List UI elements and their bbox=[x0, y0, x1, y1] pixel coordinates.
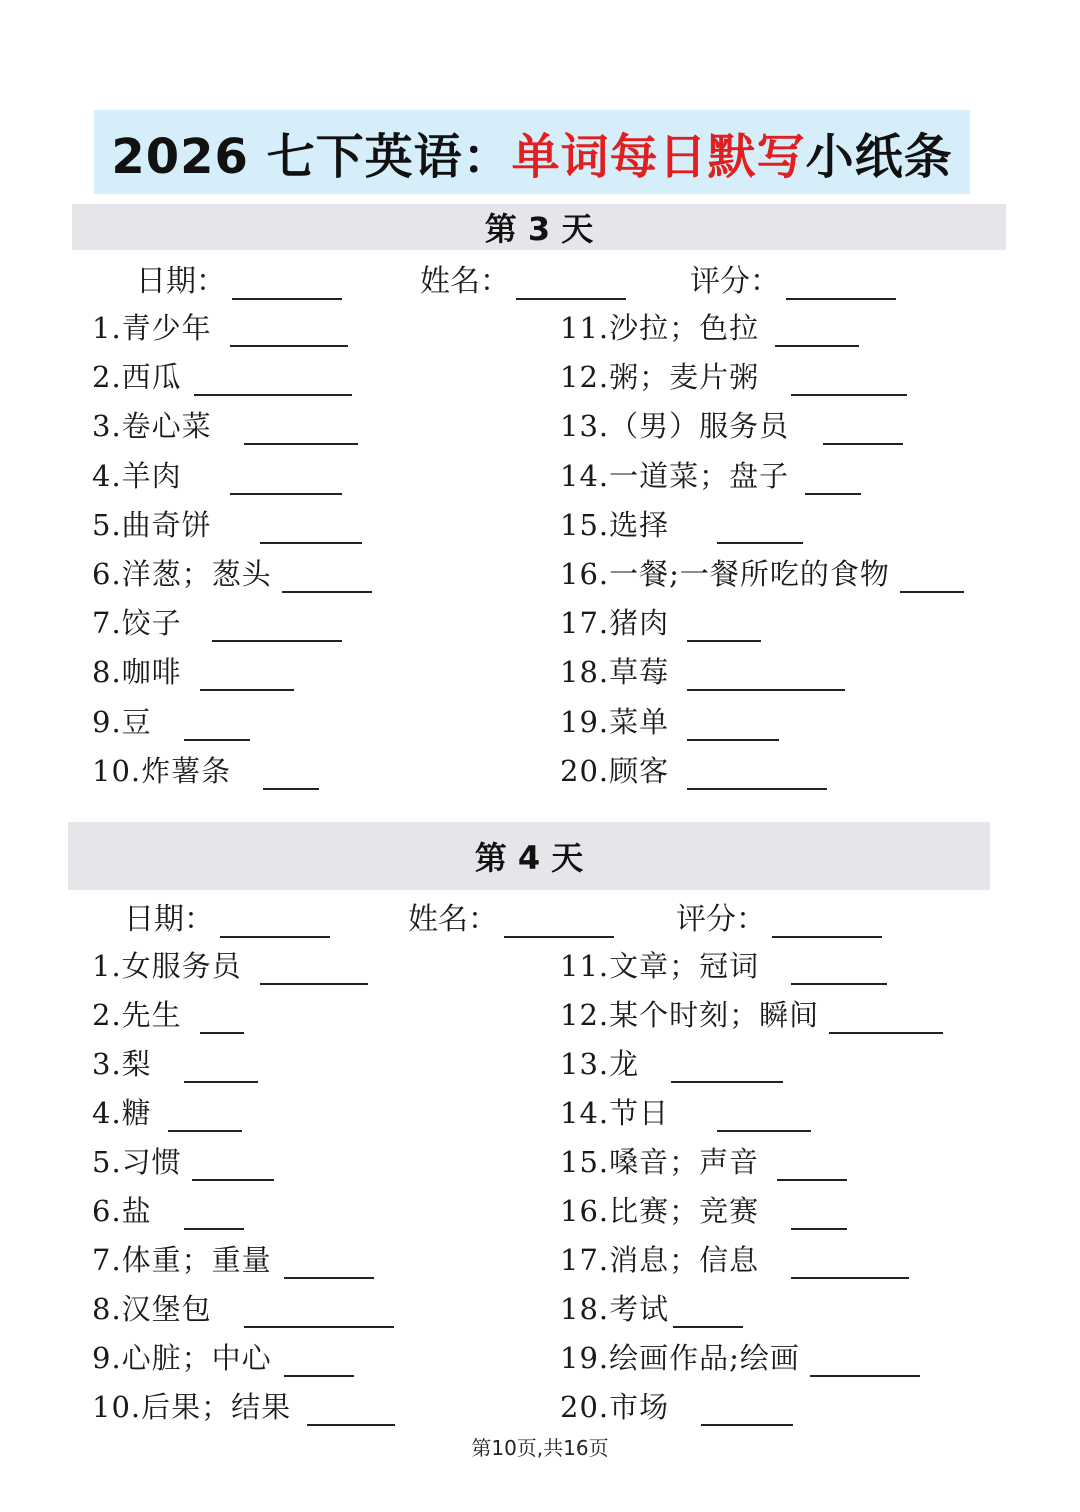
vocab-prompt: 2.先生 bbox=[92, 998, 182, 1032]
answer-blank[interactable] bbox=[244, 417, 358, 445]
name-blank[interactable] bbox=[504, 910, 614, 938]
answer-blank[interactable] bbox=[200, 1006, 244, 1034]
answer-blank[interactable] bbox=[184, 1202, 244, 1230]
vocab-item bbox=[560, 1140, 847, 1181]
vocab-prompt: 18.考试 bbox=[560, 1292, 670, 1326]
day4-heading: 第 4 天 bbox=[68, 822, 990, 890]
answer-blank[interactable] bbox=[284, 1251, 374, 1279]
vocab-item bbox=[560, 1287, 743, 1328]
name-label: 姓名： bbox=[408, 902, 498, 937]
score-label: 评分： bbox=[690, 264, 780, 299]
answer-blank[interactable] bbox=[307, 1398, 395, 1426]
answer-blank[interactable] bbox=[701, 1398, 793, 1426]
vocab-prompt: 5.习惯 bbox=[92, 1145, 182, 1179]
vocab-item bbox=[92, 1287, 394, 1328]
vocab-item bbox=[92, 749, 319, 790]
day4-name-field[interactable] bbox=[408, 894, 614, 938]
vocab-item bbox=[560, 355, 907, 396]
vocab-prompt: 10.后果；结果 bbox=[92, 1390, 292, 1424]
vocab-prompt: 11.文章；冠词 bbox=[560, 949, 760, 983]
vocab-item bbox=[92, 993, 244, 1034]
vocab-prompt: 6.洋葱；葱头 bbox=[92, 557, 272, 591]
vocab-prompt: 8.汉堡包 bbox=[92, 1292, 212, 1326]
vocab-item bbox=[560, 1042, 783, 1083]
vocab-item bbox=[560, 1238, 909, 1279]
day3-heading: 第 3 天 bbox=[72, 204, 1006, 250]
answer-blank[interactable] bbox=[260, 957, 368, 985]
vocab-prompt: 4.羊肉 bbox=[92, 458, 182, 493]
vocab-item bbox=[92, 1336, 354, 1377]
vocab-prompt: 16.一餐;一餐所吃的食物 bbox=[560, 557, 890, 591]
answer-blank[interactable] bbox=[687, 762, 827, 790]
vocab-prompt: 11.沙拉；色拉 bbox=[560, 311, 760, 345]
day4-score-field[interactable] bbox=[676, 894, 882, 938]
answer-blank[interactable] bbox=[230, 319, 348, 347]
answer-blank[interactable] bbox=[263, 762, 319, 790]
vocab-item bbox=[92, 1042, 258, 1083]
answer-blank[interactable] bbox=[791, 1251, 909, 1279]
answer-blank[interactable] bbox=[791, 957, 887, 985]
answer-blank[interactable] bbox=[687, 713, 779, 741]
answer-blank[interactable] bbox=[244, 1300, 394, 1328]
answer-blank[interactable] bbox=[829, 1006, 943, 1034]
vocab-prompt: 20.市场 bbox=[560, 1390, 670, 1424]
day3-score-field[interactable] bbox=[690, 256, 896, 300]
vocab-prompt: 13.（男）服务员 bbox=[560, 409, 790, 444]
vocab-item bbox=[92, 1189, 244, 1230]
vocab-prompt: 19.菜单 bbox=[560, 704, 670, 739]
answer-blank[interactable] bbox=[791, 368, 907, 396]
vocab-item bbox=[560, 700, 779, 741]
vocab-item bbox=[560, 503, 803, 544]
score-blank[interactable] bbox=[772, 910, 882, 938]
day4-date-field[interactable] bbox=[124, 894, 330, 938]
vocab-item bbox=[92, 404, 358, 445]
score-blank[interactable] bbox=[786, 272, 896, 300]
vocab-prompt: 2.西瓜 bbox=[92, 360, 182, 395]
vocab-item bbox=[92, 454, 342, 495]
answer-blank[interactable] bbox=[775, 319, 859, 347]
answer-blank[interactable] bbox=[791, 1202, 847, 1230]
answer-blank[interactable] bbox=[168, 1104, 242, 1132]
title-suffix: 小纸条 bbox=[805, 128, 953, 185]
vocab-item bbox=[92, 552, 372, 593]
date-blank[interactable] bbox=[232, 272, 342, 300]
name-label: 姓名： bbox=[420, 264, 510, 299]
page-number: 第10页,共16页 bbox=[471, 1436, 609, 1460]
vocab-item bbox=[92, 1140, 274, 1181]
vocab-item bbox=[92, 1385, 395, 1426]
vocab-prompt: 6.盐 bbox=[92, 1194, 152, 1228]
vocab-item bbox=[560, 650, 845, 691]
answer-blank[interactable] bbox=[823, 417, 903, 445]
answer-blank[interactable] bbox=[810, 1349, 920, 1377]
vocab-item bbox=[92, 944, 368, 985]
day3-name-field[interactable] bbox=[420, 256, 626, 300]
vocab-prompt: 13.龙 bbox=[560, 1047, 640, 1081]
vocab-prompt: 14.节日 bbox=[560, 1096, 670, 1130]
answer-blank[interactable] bbox=[200, 663, 294, 691]
vocab-prompt: 19.绘画作品;绘画 bbox=[560, 1341, 800, 1375]
vocab-prompt: 20.顾客 bbox=[560, 753, 670, 788]
answer-blank[interactable] bbox=[260, 516, 362, 544]
day3-date-field[interactable] bbox=[136, 256, 342, 300]
name-blank[interactable] bbox=[516, 272, 626, 300]
answer-blank[interactable] bbox=[284, 1349, 354, 1377]
vocab-item bbox=[92, 650, 294, 691]
vocab-prompt: 16.比赛；竞赛 bbox=[560, 1194, 760, 1228]
vocab-prompt: 9.心脏；中心 bbox=[92, 1341, 272, 1375]
answer-blank[interactable] bbox=[687, 614, 761, 642]
vocab-item bbox=[92, 1238, 374, 1279]
answer-blank[interactable] bbox=[194, 368, 352, 396]
title-highlight: 单词每日默写 bbox=[511, 128, 806, 185]
vocab-prompt: 5.曲奇饼 bbox=[92, 507, 212, 542]
vocab-prompt: 3.梨 bbox=[92, 1047, 152, 1081]
vocab-prompt: 4.糖 bbox=[92, 1096, 152, 1130]
vocab-prompt: 1.女服务员 bbox=[92, 949, 242, 983]
vocab-prompt: 7.饺子 bbox=[92, 606, 182, 641]
answer-blank[interactable] bbox=[777, 1153, 847, 1181]
answer-blank[interactable] bbox=[673, 1300, 743, 1328]
page-title bbox=[94, 110, 970, 194]
answer-blank[interactable] bbox=[805, 467, 861, 495]
vocab-prompt: 3.卷心菜 bbox=[92, 409, 212, 444]
vocab-item bbox=[560, 1336, 920, 1377]
vocab-item bbox=[560, 601, 761, 642]
vocab-item bbox=[560, 1189, 847, 1230]
title-prefix: 2026 七下英语： bbox=[111, 128, 512, 185]
vocab-item bbox=[92, 503, 362, 544]
vocab-item bbox=[560, 1091, 811, 1132]
vocab-prompt: 7.体重；重量 bbox=[92, 1243, 272, 1277]
answer-blank[interactable] bbox=[184, 713, 250, 741]
answer-blank[interactable] bbox=[900, 565, 964, 593]
answer-blank[interactable] bbox=[184, 1055, 258, 1083]
vocab-prompt: 8.咖啡 bbox=[92, 655, 182, 690]
date-blank[interactable] bbox=[220, 910, 330, 938]
vocab-prompt: 15.选择 bbox=[560, 507, 670, 542]
date-label: 日期： bbox=[136, 264, 226, 299]
vocab-prompt: 1.青少年 bbox=[92, 311, 212, 345]
vocab-item bbox=[92, 1091, 242, 1132]
vocab-item bbox=[92, 700, 250, 741]
vocab-item bbox=[560, 404, 903, 445]
vocab-item bbox=[560, 944, 887, 985]
answer-blank[interactable] bbox=[212, 614, 342, 642]
vocab-item bbox=[560, 454, 861, 495]
vocab-prompt: 17.消息；信息 bbox=[560, 1243, 760, 1277]
vocab-item bbox=[560, 1385, 793, 1426]
vocab-item bbox=[92, 355, 352, 396]
answer-blank[interactable] bbox=[230, 467, 342, 495]
date-label: 日期： bbox=[124, 902, 214, 937]
answer-blank[interactable] bbox=[192, 1153, 274, 1181]
score-label: 评分： bbox=[676, 902, 766, 937]
vocab-item bbox=[560, 306, 859, 347]
vocab-item bbox=[560, 749, 827, 790]
vocab-item bbox=[92, 306, 348, 347]
vocab-prompt: 12.粥；麦片粥 bbox=[560, 360, 760, 395]
answer-blank[interactable] bbox=[717, 1104, 811, 1132]
vocab-prompt: 12.某个时刻；瞬间 bbox=[560, 998, 820, 1032]
vocab-prompt: 15.嗓音；声音 bbox=[560, 1145, 760, 1179]
vocab-prompt: 18.草莓 bbox=[560, 655, 670, 690]
answer-blank[interactable] bbox=[282, 565, 372, 593]
vocab-item bbox=[560, 993, 943, 1034]
answer-blank[interactable] bbox=[687, 663, 845, 691]
answer-blank[interactable] bbox=[671, 1055, 783, 1083]
vocab-prompt: 17.猪肉 bbox=[560, 606, 670, 641]
vocab-item bbox=[560, 552, 964, 593]
vocab-item bbox=[92, 601, 342, 642]
answer-blank[interactable] bbox=[717, 516, 803, 544]
vocab-prompt: 14.一道菜；盘子 bbox=[560, 458, 790, 493]
vocab-prompt: 10.炸薯条 bbox=[92, 753, 232, 788]
vocab-prompt: 9.豆 bbox=[92, 704, 152, 739]
